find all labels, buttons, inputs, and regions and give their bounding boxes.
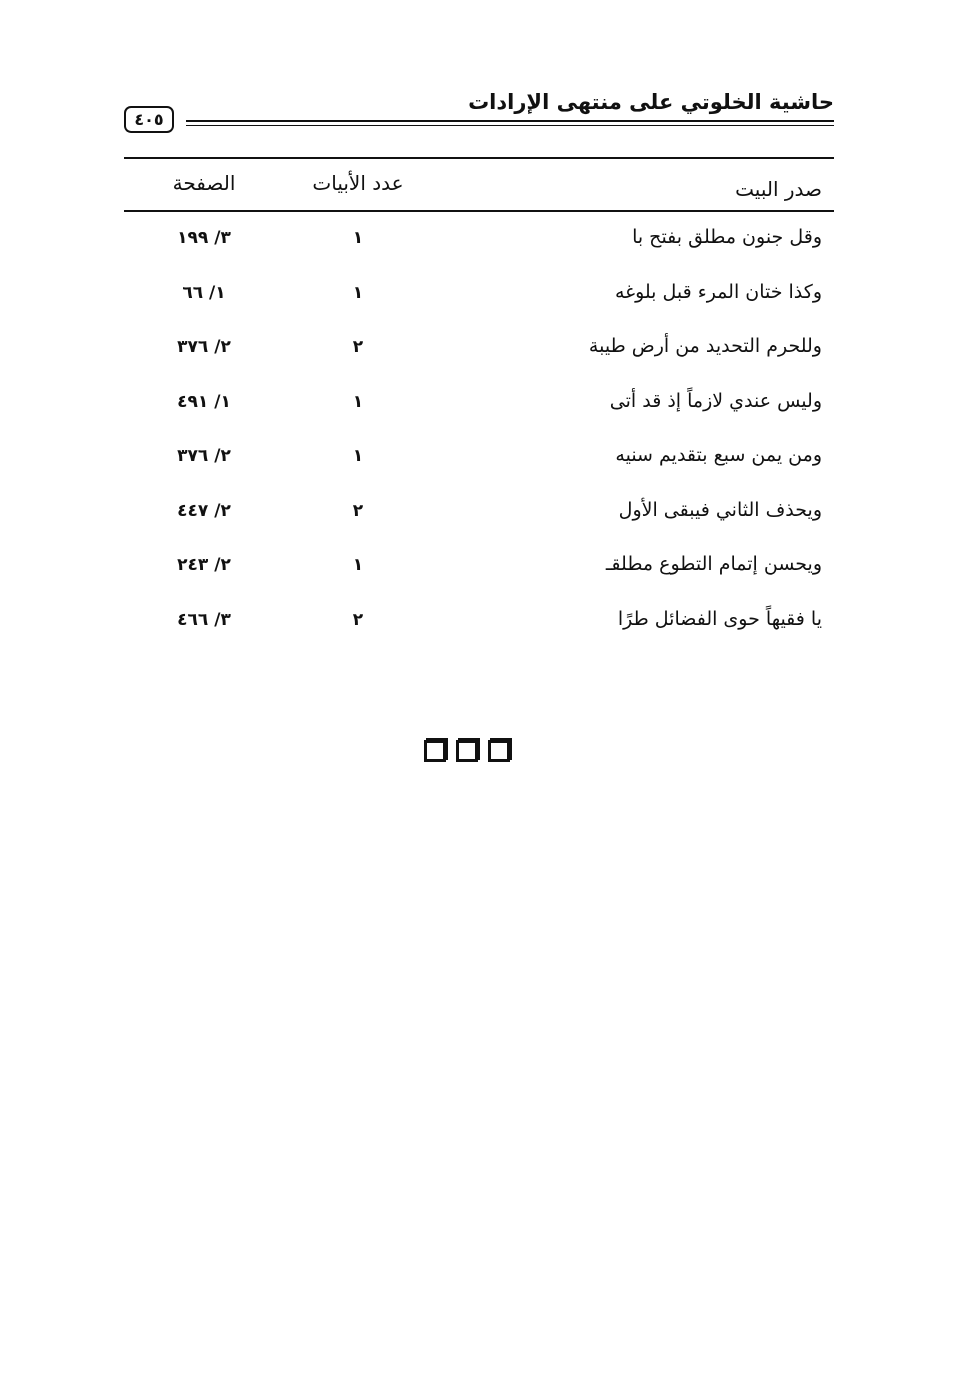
column-header-count: عدد الأبيات bbox=[312, 171, 404, 195]
header-rule-thin bbox=[186, 125, 834, 126]
verse-index-table bbox=[124, 157, 834, 648]
count-cell: ٢ bbox=[352, 500, 364, 521]
page-cell: ٢/ ٣٧٦ bbox=[177, 446, 231, 466]
verse-cell: وليس عندي لازماً إذ قد أتى bbox=[609, 389, 822, 412]
verse-cell: ويحسن إتمام التطوع مطلقـ bbox=[605, 553, 822, 575]
verse-cell: وللحرم التحديد من أرض طيبة bbox=[588, 335, 822, 357]
table-row bbox=[124, 539, 834, 594]
square-ornament-icon bbox=[456, 740, 478, 762]
square-ornament-icon bbox=[488, 740, 510, 762]
page-cell: ١/ ٦٦ bbox=[182, 282, 226, 303]
verse-cell: وقل جنون مطلق بفتح با bbox=[632, 226, 822, 248]
table-row bbox=[124, 485, 834, 540]
table-body bbox=[124, 212, 834, 648]
page-header bbox=[122, 84, 834, 136]
count-cell: ١ bbox=[352, 446, 364, 466]
page-cell: ٢/ ٢٤٣ bbox=[177, 555, 231, 575]
table-header bbox=[124, 159, 834, 210]
table-row bbox=[124, 376, 834, 431]
count-cell: ٢ bbox=[352, 337, 364, 357]
section-end-ornament bbox=[424, 740, 524, 766]
page-cell: ٣/ ١٩٩ bbox=[177, 228, 231, 248]
count-cell: ١ bbox=[352, 391, 364, 412]
page-cell: ٢/ ٤٤٧ bbox=[177, 500, 231, 521]
square-ornament-icon bbox=[424, 740, 446, 762]
column-header-verse: صدر البيت bbox=[735, 177, 822, 201]
count-cell: ١ bbox=[352, 282, 364, 303]
page-cell: ٣/ ٤٦٦ bbox=[177, 609, 231, 630]
verse-cell: ومن يمن سبع بتقديم سنيه bbox=[615, 444, 822, 466]
verse-cell: ويحذف الثاني فيبقى الأول bbox=[618, 498, 822, 521]
count-cell: ١ bbox=[352, 228, 364, 248]
header-rule bbox=[186, 120, 834, 122]
verse-cell: يا فقيهاً حوى الفضائل طرًا bbox=[617, 607, 822, 630]
verse-cell: وكذا ختان المرء قبل بلوغه bbox=[614, 280, 822, 303]
table-row bbox=[124, 212, 834, 267]
count-cell: ٢ bbox=[352, 609, 364, 630]
page-cell: ١/ ٤٩١ bbox=[177, 391, 231, 412]
table-row bbox=[124, 321, 834, 376]
table-row bbox=[124, 267, 834, 322]
column-header-page: الصفحة bbox=[172, 171, 236, 195]
page-number: ٤٠٥ bbox=[124, 106, 174, 133]
count-cell: ١ bbox=[352, 555, 364, 575]
table-row bbox=[124, 430, 834, 485]
book-title: حاشية الخلوتي على منتهى الإرادات bbox=[468, 90, 834, 114]
page-cell: ٢/ ٣٧٦ bbox=[177, 337, 231, 357]
table-row bbox=[124, 594, 834, 649]
